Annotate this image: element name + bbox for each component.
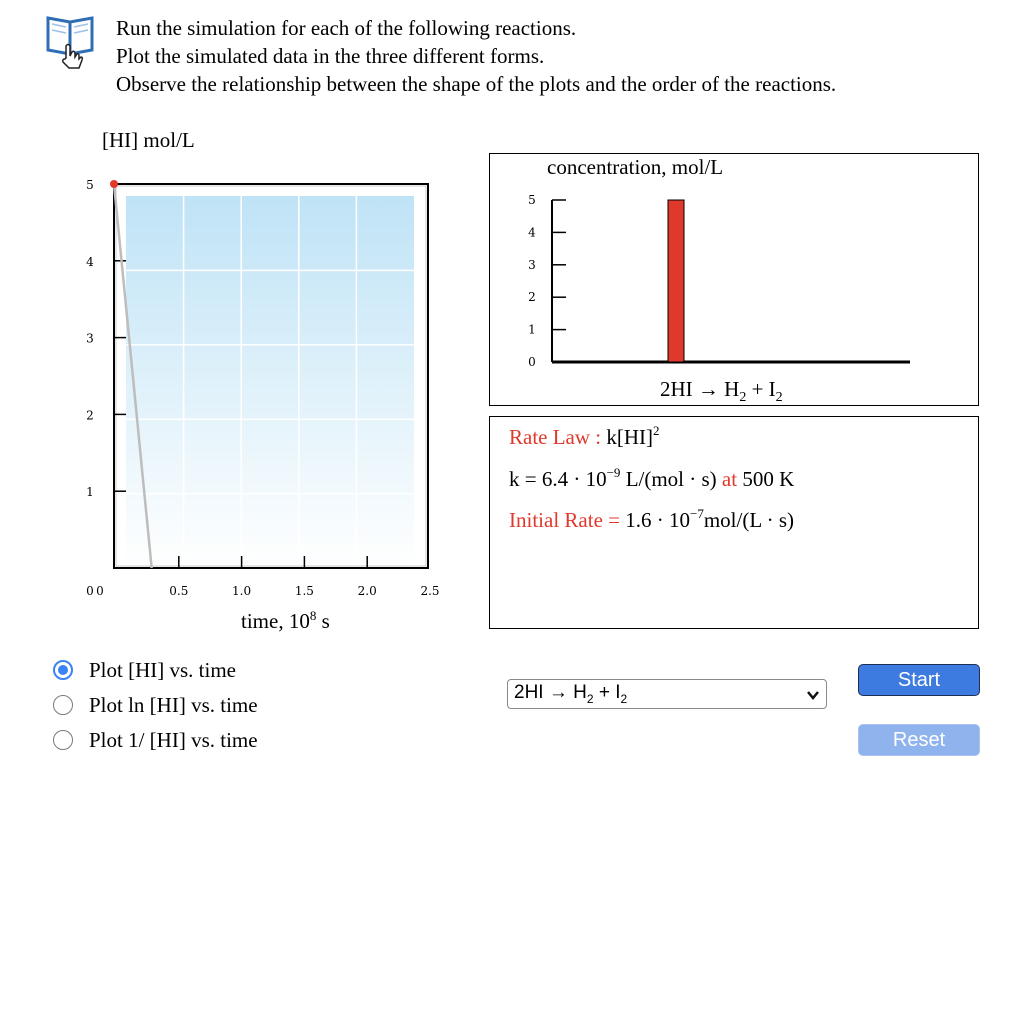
x-tick-label: 1.5 — [294, 584, 314, 598]
reaction-select[interactable] — [507, 679, 827, 709]
initial-rate-units: mol/(L · s) — [703, 508, 795, 532]
x-title-base: time, 10 — [241, 609, 310, 633]
left-plot-x-title — [241, 608, 330, 634]
y-tick-label: 1 — [86, 485, 94, 500]
radio-label: Plot 1/ [HI] vs. time — [89, 727, 258, 752]
radio-button[interactable] — [53, 730, 73, 750]
select-lhs: 2HI → H — [514, 682, 587, 704]
equation-sub-1: 2 — [739, 390, 747, 406]
radio-label: Plot [HI] vs. time — [89, 657, 236, 682]
y-tick-label: 0 — [86, 584, 94, 598]
select-sub-2: 2 — [620, 691, 628, 706]
x-title-exp: 8 — [309, 608, 317, 623]
bar-y-tick-label: 1 — [528, 322, 536, 337]
initial-rate-label: Initial Rate = — [509, 508, 626, 532]
concentration-vs-time-plot — [80, 170, 460, 610]
rate-law-value: k[HI] — [606, 425, 654, 449]
concentration-bar-chart — [510, 185, 930, 375]
y-tick-label: 2 — [86, 408, 94, 423]
select-sub-1: 2 — [586, 691, 594, 706]
instruction-line-1: Run the simulation for each of the following reactions. — [116, 16, 577, 40]
chevron-down-icon — [806, 688, 820, 702]
equation-sub-2: 2 — [775, 390, 783, 406]
k-units: L/(mol · s) — [620, 467, 722, 491]
rate-law-label: Rate Law : — [509, 425, 607, 449]
radio-label: Plot ln [HI] vs. time — [89, 692, 258, 717]
data-point-marker — [110, 180, 118, 188]
bar-y-tick-label: 4 — [528, 225, 536, 240]
k-at: at — [721, 467, 738, 491]
rate-constant-line — [509, 465, 794, 492]
k-temp: 500 K — [737, 467, 795, 491]
x-tick-label: 2.0 — [357, 584, 377, 598]
reset-button[interactable]: Reset — [858, 724, 980, 756]
radio-plot-inverse-concentration[interactable] — [53, 727, 258, 753]
instructions — [116, 14, 836, 98]
x-title-unit: s — [316, 609, 330, 633]
radio-plot-concentration[interactable] — [53, 657, 236, 683]
equation-mid: + I — [746, 377, 776, 401]
y-tick-label: 5 — [86, 178, 94, 192]
concentration-bar — [668, 200, 684, 362]
radio-button[interactable] — [53, 660, 73, 680]
bar-y-tick-label: 3 — [528, 257, 536, 272]
x-tick-label: 2.5 — [420, 584, 440, 598]
x-tick-label: 1.0 — [232, 584, 252, 598]
left-plot-y-title: [HI] mol/L — [102, 128, 195, 152]
plot-fill-area — [126, 196, 414, 568]
k-exp: −9 — [606, 465, 621, 480]
book-hand-icon[interactable] — [44, 12, 98, 74]
reaction-equation — [660, 377, 783, 406]
radio-plot-ln-concentration[interactable] — [53, 692, 258, 718]
start-button[interactable]: Start — [858, 664, 980, 696]
bar-y-tick-label: 0 — [528, 355, 536, 369]
bar-chart-title: concentration, mol/L — [547, 155, 724, 179]
y-tick-label: 3 — [86, 331, 94, 346]
y-tick-label: 4 — [86, 254, 94, 269]
reaction-select-value — [514, 682, 627, 706]
initial-rate-base: 1.6 · 10 — [625, 508, 690, 532]
instruction-line-3: Observe the relationship between the shape of the plots and the order of the reactions. — [116, 72, 837, 96]
select-mid: + I — [593, 682, 621, 704]
x-tick-label: 0.5 — [169, 584, 189, 598]
x-tick-label: 0 — [96, 584, 104, 598]
initial-rate-exp: −7 — [689, 506, 704, 521]
bar-y-tick-label: 5 — [528, 193, 536, 207]
initial-rate-line — [509, 506, 794, 533]
bar-y-tick-label: 2 — [528, 290, 536, 305]
rate-law-line — [509, 423, 660, 450]
instruction-line-2: Plot the simulated data in the three different forms. — [116, 44, 545, 68]
rate-law-exp: 2 — [653, 423, 660, 438]
equation-lhs: 2HI → H — [660, 377, 740, 401]
k-label: k = 6.4 · 10 — [509, 467, 607, 491]
radio-button[interactable] — [53, 695, 73, 715]
